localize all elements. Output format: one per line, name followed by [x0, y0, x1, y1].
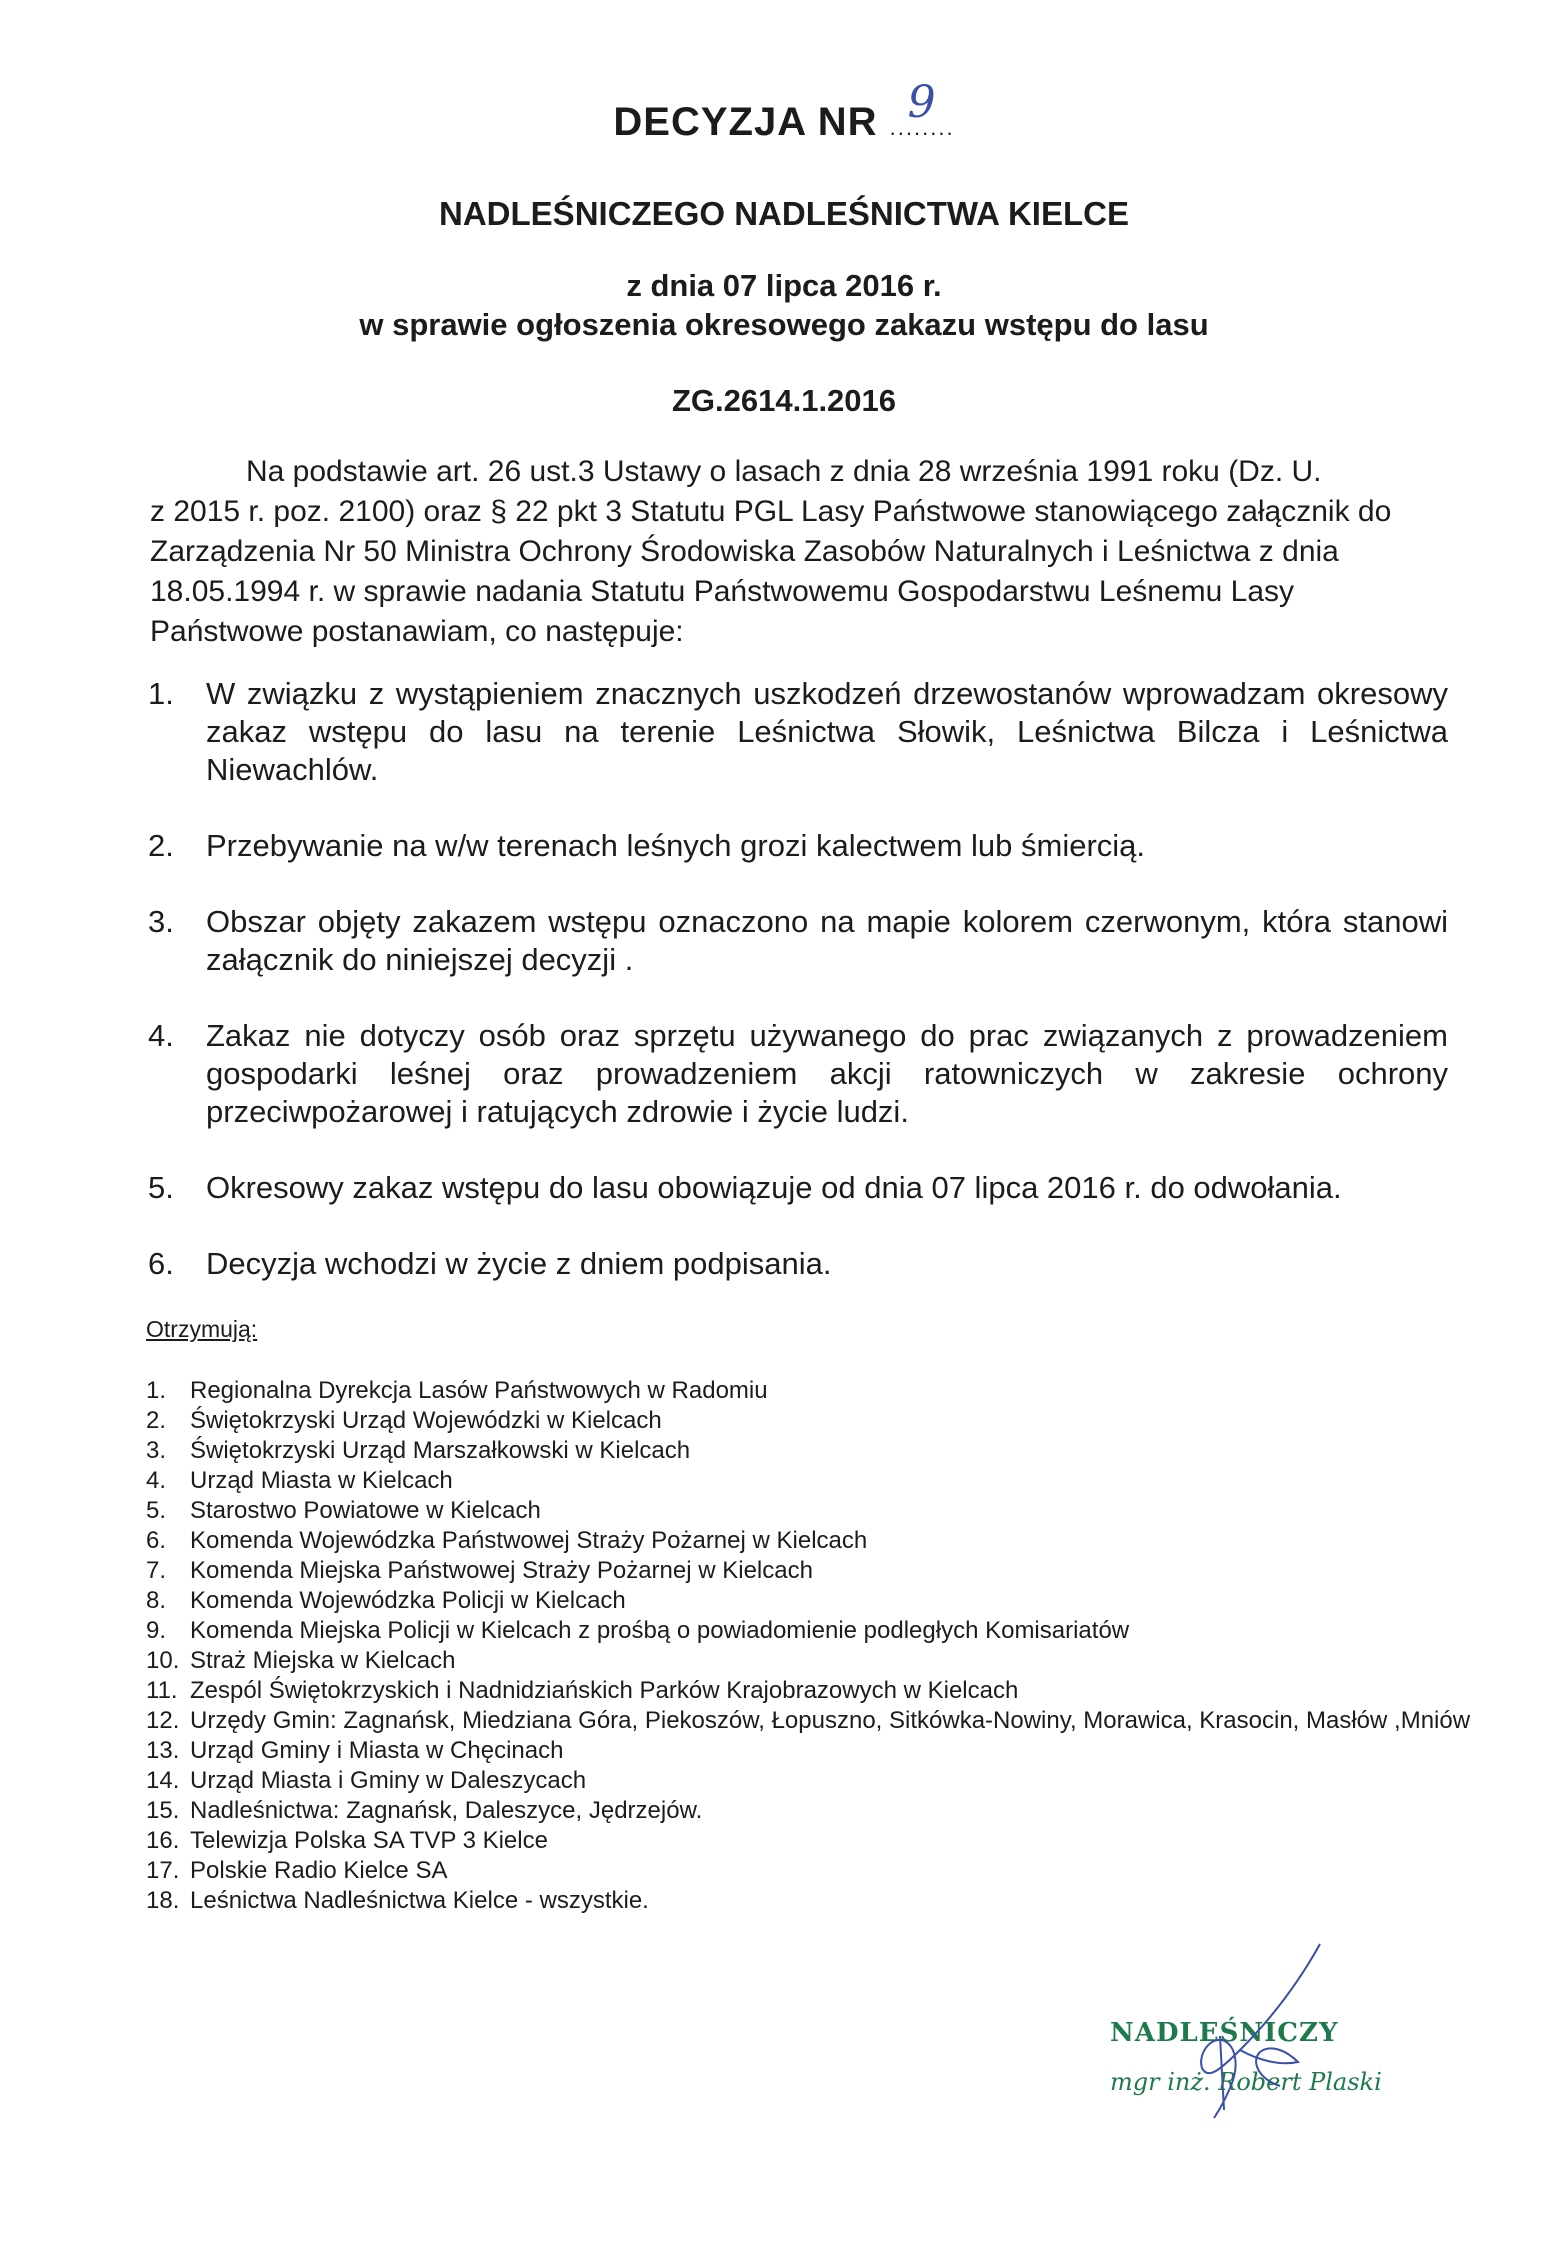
recipient-text: Komenda Miejska Państwowej Straży Pożarnej w Kielcach: [190, 1557, 813, 1584]
decision-point-text: Obszar objęty zakazem wstępu oznaczono na mapie kolorem czerwonym, która stanowi załącznik do niniejszej decyzji .: [206, 904, 1448, 977]
recipient-number: 6.: [146, 1527, 167, 1554]
signature-stamp-title: NADLEŚNICZY: [1110, 2018, 1339, 2048]
recipient-text: Urząd Miasta w Kielcach: [190, 1467, 453, 1494]
recipient-text: Urzędy Gmin: Zagnańsk, Miedziana Góra, Piekoszów, Łopuszno, Sitkówka-Nowiny, Morawica, Krasocin, Masłów ,Mniów: [190, 1707, 1471, 1734]
decision-point: [148, 903, 1448, 979]
recipient-item: [146, 1616, 1486, 1646]
recipient-number: 12.: [146, 1707, 180, 1734]
recipient-text: Komenda Wojewódzka Państwowej Straży Pożarnej w Kielcach: [190, 1527, 868, 1554]
decision-title-text: DECYZJA NR: [613, 100, 878, 144]
decision-point-text: Decyzja wchodzi w życie z dniem podpisania.: [206, 1246, 832, 1281]
recipient-item: [146, 1526, 1486, 1556]
decision-point-text: W związku z wystąpieniem znacznych uszkodzeń drzewostanów wprowadzam okresowy zakaz wstępu do lasu na terenie Leśnictwa Słowik, Leśnictwa Bilcza i Leśnictwa Niewachlów.: [206, 676, 1448, 787]
reference-number: ZG.2614.1.2016: [671, 383, 897, 418]
recipient-item: [146, 1436, 1486, 1466]
decision-number-dots: ........ 9: [889, 77, 955, 140]
recipients-heading: Otrzymują:: [146, 1316, 258, 1342]
legal-basis-paragraph: [150, 452, 1440, 652]
signature-stamp-name: mgr inż. Robert Plaski: [1110, 2068, 1382, 2096]
decision-point-number: 1.: [148, 676, 174, 711]
legal-basis-continuation: z 2015 r. poz. 2100) oraz § 22 pkt 3 Statutu PGL Lasy Państwowe stanowiącego załącznik do Zarządzenia Nr 50 Ministra Ochrony Środowiska Zasobów Naturalnych i Leśnictwa z dnia 18.05.1994 r. w sprawie nadania Statutu Państwowemu Gospodarstwu Leśnemu Lasy Państwowe postanawiam, co następuje:: [150, 495, 1392, 648]
signature-stroke: [1201, 1944, 1320, 2118]
recipient-item: [146, 1496, 1486, 1526]
recipient-item: [146, 1856, 1486, 1886]
decision-point: [148, 1245, 1448, 1283]
decision-point-number: 6.: [148, 1246, 174, 1281]
decision-point-number: 5.: [148, 1170, 174, 1205]
recipient-item: [146, 1676, 1486, 1706]
recipient-number: 2.: [146, 1407, 167, 1434]
recipient-text: Urząd Miasta i Gminy w Daleszycach: [190, 1767, 587, 1794]
decision-number-handwritten: 9: [907, 77, 938, 128]
recipient-number: 3.: [146, 1437, 167, 1464]
recipient-number: 15.: [146, 1797, 180, 1824]
decision-title: [0, 77, 1568, 145]
issuer-heading: NADLEŚNICZEGO NADLEŚNICTWA KIELCE: [439, 195, 1129, 232]
recipient-number: 9.: [146, 1617, 167, 1644]
recipient-text: Regionalna Dyrekcja Lasów Państwowych w Radomiu: [190, 1377, 768, 1404]
recipient-number: 11.: [146, 1677, 178, 1704]
recipient-text: Telewizja Polska SA TVP 3 Kielce: [190, 1827, 548, 1854]
decision-subject: w sprawie ogłoszenia okresowego zakazu wstępu do lasu: [359, 307, 1209, 342]
recipient-text: Urząd Gminy i Miasta w Chęcinach: [190, 1737, 564, 1764]
decision-point: [148, 1017, 1448, 1131]
recipient-number: 4.: [146, 1467, 167, 1494]
recipient-text: Świętokrzyski Urząd Marszałkowski w Kielcach: [190, 1437, 691, 1464]
recipient-item: [146, 1706, 1486, 1736]
recipient-text: Świętokrzyski Urząd Wojewódzki w Kielcach: [190, 1407, 662, 1434]
recipient-text: Nadleśnictwa: Zagnańsk, Daleszyce, Jędrzejów.: [190, 1797, 703, 1824]
recipient-number: 8.: [146, 1587, 167, 1614]
recipient-item: [146, 1796, 1486, 1826]
recipient-number: 1.: [146, 1377, 167, 1404]
decision-point-text: Przebywanie na w/w terenach leśnych grozi kalectwem lub śmiercią.: [206, 828, 1146, 863]
recipient-item: [146, 1886, 1486, 1916]
decision-point-text: Okresowy zakaz wstępu do lasu obowiązuje od dnia 07 lipca 2016 r. do odwołania.: [206, 1170, 1342, 1205]
recipient-text: Leśnictwa Nadleśnictwa Kielce - wszystkie.: [190, 1887, 649, 1914]
recipient-item: [146, 1406, 1486, 1436]
decision-point: [148, 827, 1448, 865]
recipient-text: Polskie Radio Kielce SA: [190, 1857, 448, 1884]
recipient-item: [146, 1376, 1486, 1406]
recipient-item: [146, 1766, 1486, 1796]
recipient-number: 14.: [146, 1767, 180, 1794]
recipient-number: 16.: [146, 1827, 180, 1854]
decision-point: [148, 1169, 1448, 1207]
recipients-list: [146, 1376, 1486, 1916]
recipient-number: 5.: [146, 1497, 167, 1524]
recipient-item: [146, 1466, 1486, 1496]
recipient-text: Zespól Świętokrzyskich i Nadnidziańskich Parków Krajobrazowych w Kielcach: [190, 1677, 1019, 1704]
recipient-number: 18.: [146, 1887, 180, 1914]
decision-points-list: [148, 675, 1448, 1321]
decision-point-number: 3.: [148, 904, 174, 939]
recipient-number: 10.: [146, 1647, 180, 1674]
recipient-item: [146, 1556, 1486, 1586]
recipient-text: Starostwo Powiatowe w Kielcach: [190, 1497, 541, 1524]
recipient-number: 13.: [146, 1737, 180, 1764]
decision-date: z dnia 07 lipca 2016 r.: [626, 268, 942, 303]
decision-point-number: 4.: [148, 1018, 174, 1053]
signature-stamp: [1090, 1940, 1420, 2130]
recipient-text: Straż Miejska w Kielcach: [190, 1647, 456, 1674]
recipient-item: [146, 1646, 1486, 1676]
legal-basis-first-line: Na podstawie art. 26 ust.3 Ustawy o lasach z dnia 28 września 1991 roku (Dz. U.: [246, 455, 1322, 488]
recipient-item: [146, 1826, 1486, 1856]
recipient-item: [146, 1736, 1486, 1766]
recipient-text: Komenda Miejska Policji w Kielcach z prośbą o powiadomienie podległych Komisariatów: [190, 1617, 1130, 1644]
recipient-number: 17.: [146, 1857, 180, 1884]
decision-point: [148, 675, 1448, 789]
recipient-text: Komenda Wojewódzka Policji w Kielcach: [190, 1587, 626, 1614]
handwritten-signature: [1090, 1940, 1420, 2130]
decision-point-number: 2.: [148, 828, 174, 863]
recipient-item: [146, 1586, 1486, 1616]
decision-point-text: Zakaz nie dotyczy osób oraz sprzętu używanego do prac związanych z prowadzeniem gospodarki leśnej oraz prowadzeniem akcji ratowniczych w zakresie ochrony przeciwpożarowej i ratujących zdrowie i życie ludzi.: [206, 1018, 1448, 1129]
recipient-number: 7.: [146, 1557, 167, 1584]
